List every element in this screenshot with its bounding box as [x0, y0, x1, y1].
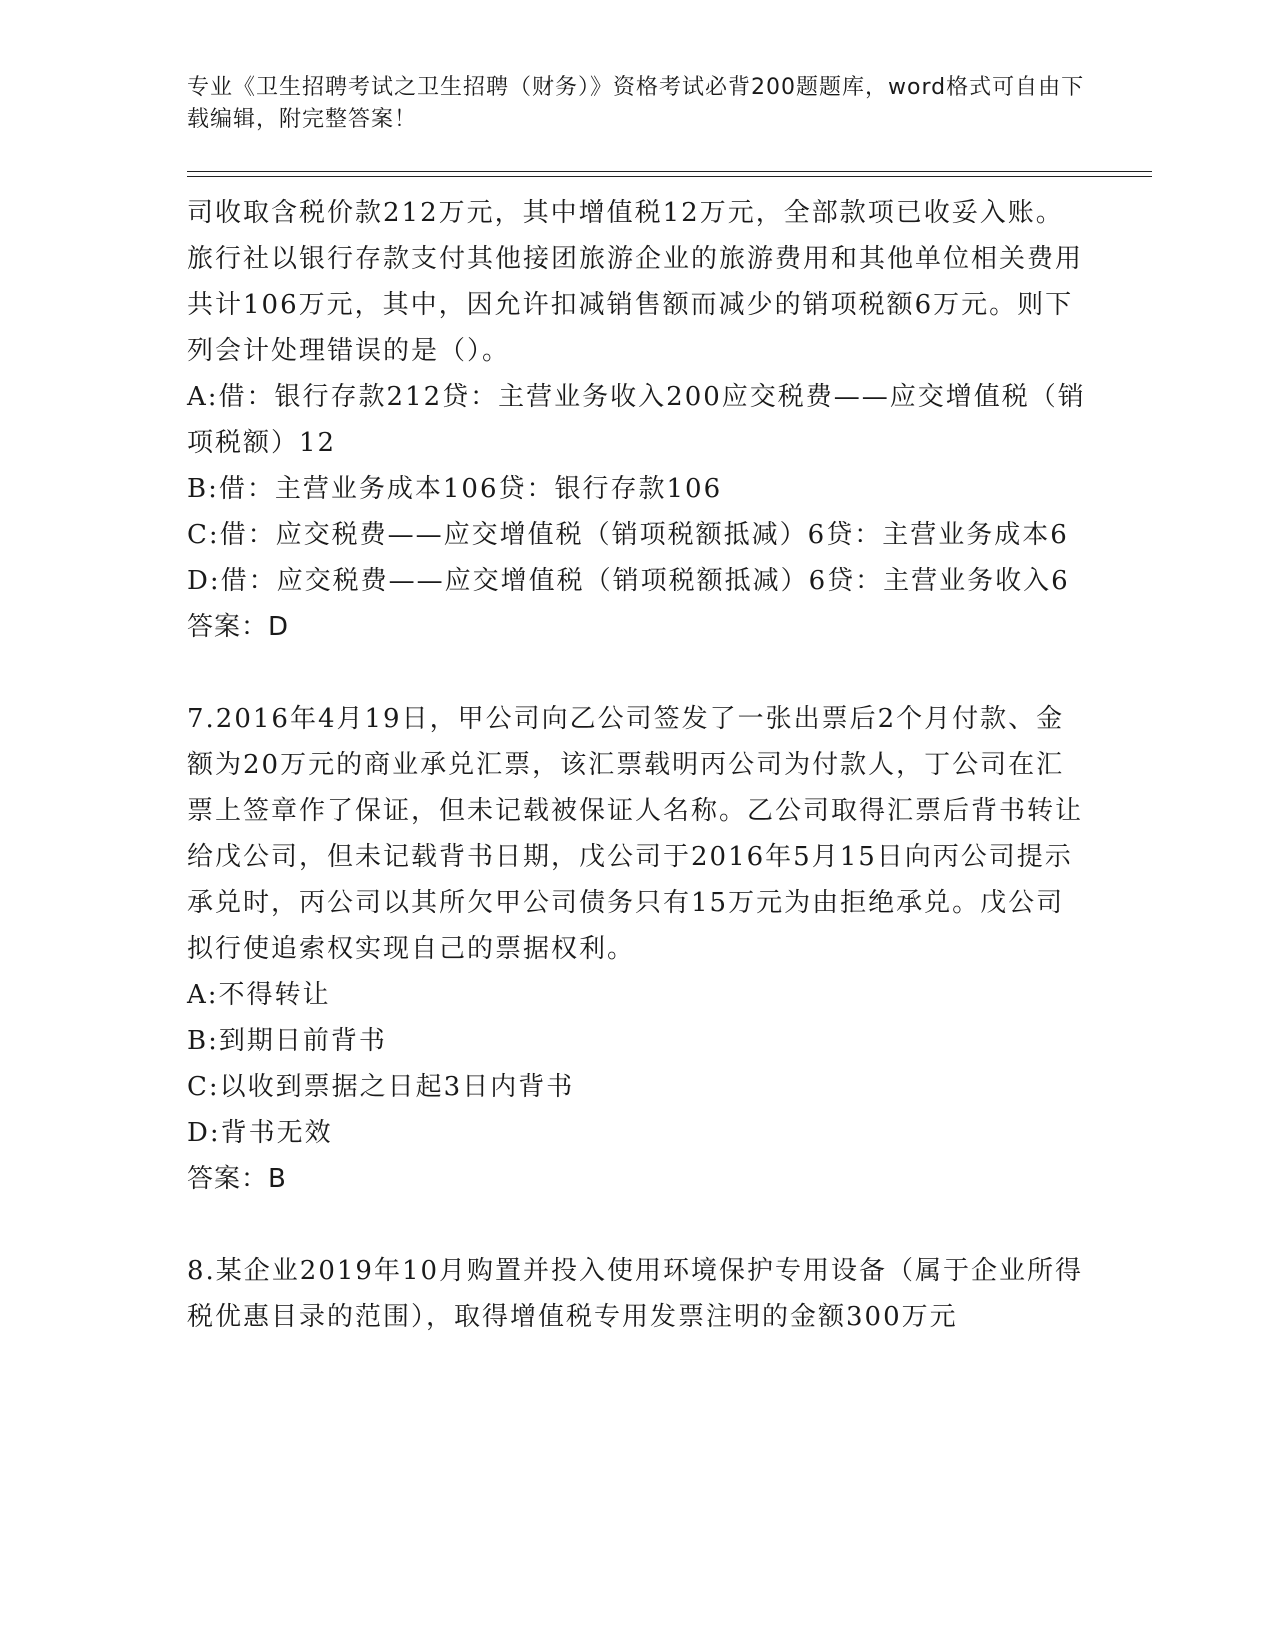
question-6-stem: 司收取含税价款212万元，其中增值税12万元，全部款项已收妥入账。旅行社以银行存款支付其他接团旅游企业的旅游费用和其他单位相关费用共计106万元，其中，因允许扣减销售额而减少的销项税额6万元。则下列会计处理错误的是（）。	[187, 198, 1084, 366]
question-7-option-d: D:背书无效	[187, 1118, 333, 1148]
question-7	[187, 696, 1087, 1202]
question-7-answer: 答案：B	[187, 1164, 287, 1194]
question-6-option-d: D:借：应交税费——应交增值税（销项税额抵减）6贷：主营业务收入6	[187, 566, 1070, 596]
header-text: 专业《卫生招聘考试之卫生招聘（财务）》资格考试必背200题题库，word格式可自由下载编辑，附完整答案！	[187, 75, 1085, 132]
question-7-option-a: A:不得转让	[187, 980, 331, 1010]
question-6-option-a: A:借：银行存款212贷：主营业务收入200应交税费——应交增值税（销项税额）12	[187, 382, 1086, 458]
question-6-option-b: B:借：主营业务成本106贷：银行存款106	[187, 474, 723, 504]
spacer	[187, 650, 1087, 696]
question-8	[187, 1248, 1087, 1340]
spacer	[187, 1202, 1087, 1248]
header-rule-bottom	[187, 176, 1152, 177]
question-6-answer: 答案：D	[187, 612, 290, 642]
question-8-stem: 8.某企业2019年10月购置并投入使用环境保护专用设备（属于企业所得税优惠目录的范围），取得增值税专用发票注明的金额300万元	[187, 1256, 1084, 1332]
question-7-option-b: B:到期日前背书	[187, 1026, 387, 1056]
question-7-stem: 7.2016年4月19日，甲公司向乙公司签发了一张出票后2个月付款、金额为20万元的商业承兑汇票，该汇票载明丙公司为付款人，丁公司在汇票上签章作了保证，但未记载被保证人名称。乙公司取得汇票后背书转让给戊公司，但未记载背书日期，戊公司于2016年5月15日向丙公司提示承兑时，丙公司以其所欠甲公司债务只有15万元为由拒绝承兑。戊公司拟行使追索权实现自己的票据权利。	[187, 704, 1084, 964]
header-rule-top	[187, 171, 1152, 172]
document-body	[187, 190, 1087, 1340]
question-7-option-c: C:以收到票据之日起3日内背书	[187, 1072, 575, 1102]
question-6-option-c: C:借：应交税费——应交增值税（销项税额抵减）6贷：主营业务成本6	[187, 520, 1069, 550]
question-6	[187, 190, 1087, 650]
document-header	[187, 72, 1087, 136]
